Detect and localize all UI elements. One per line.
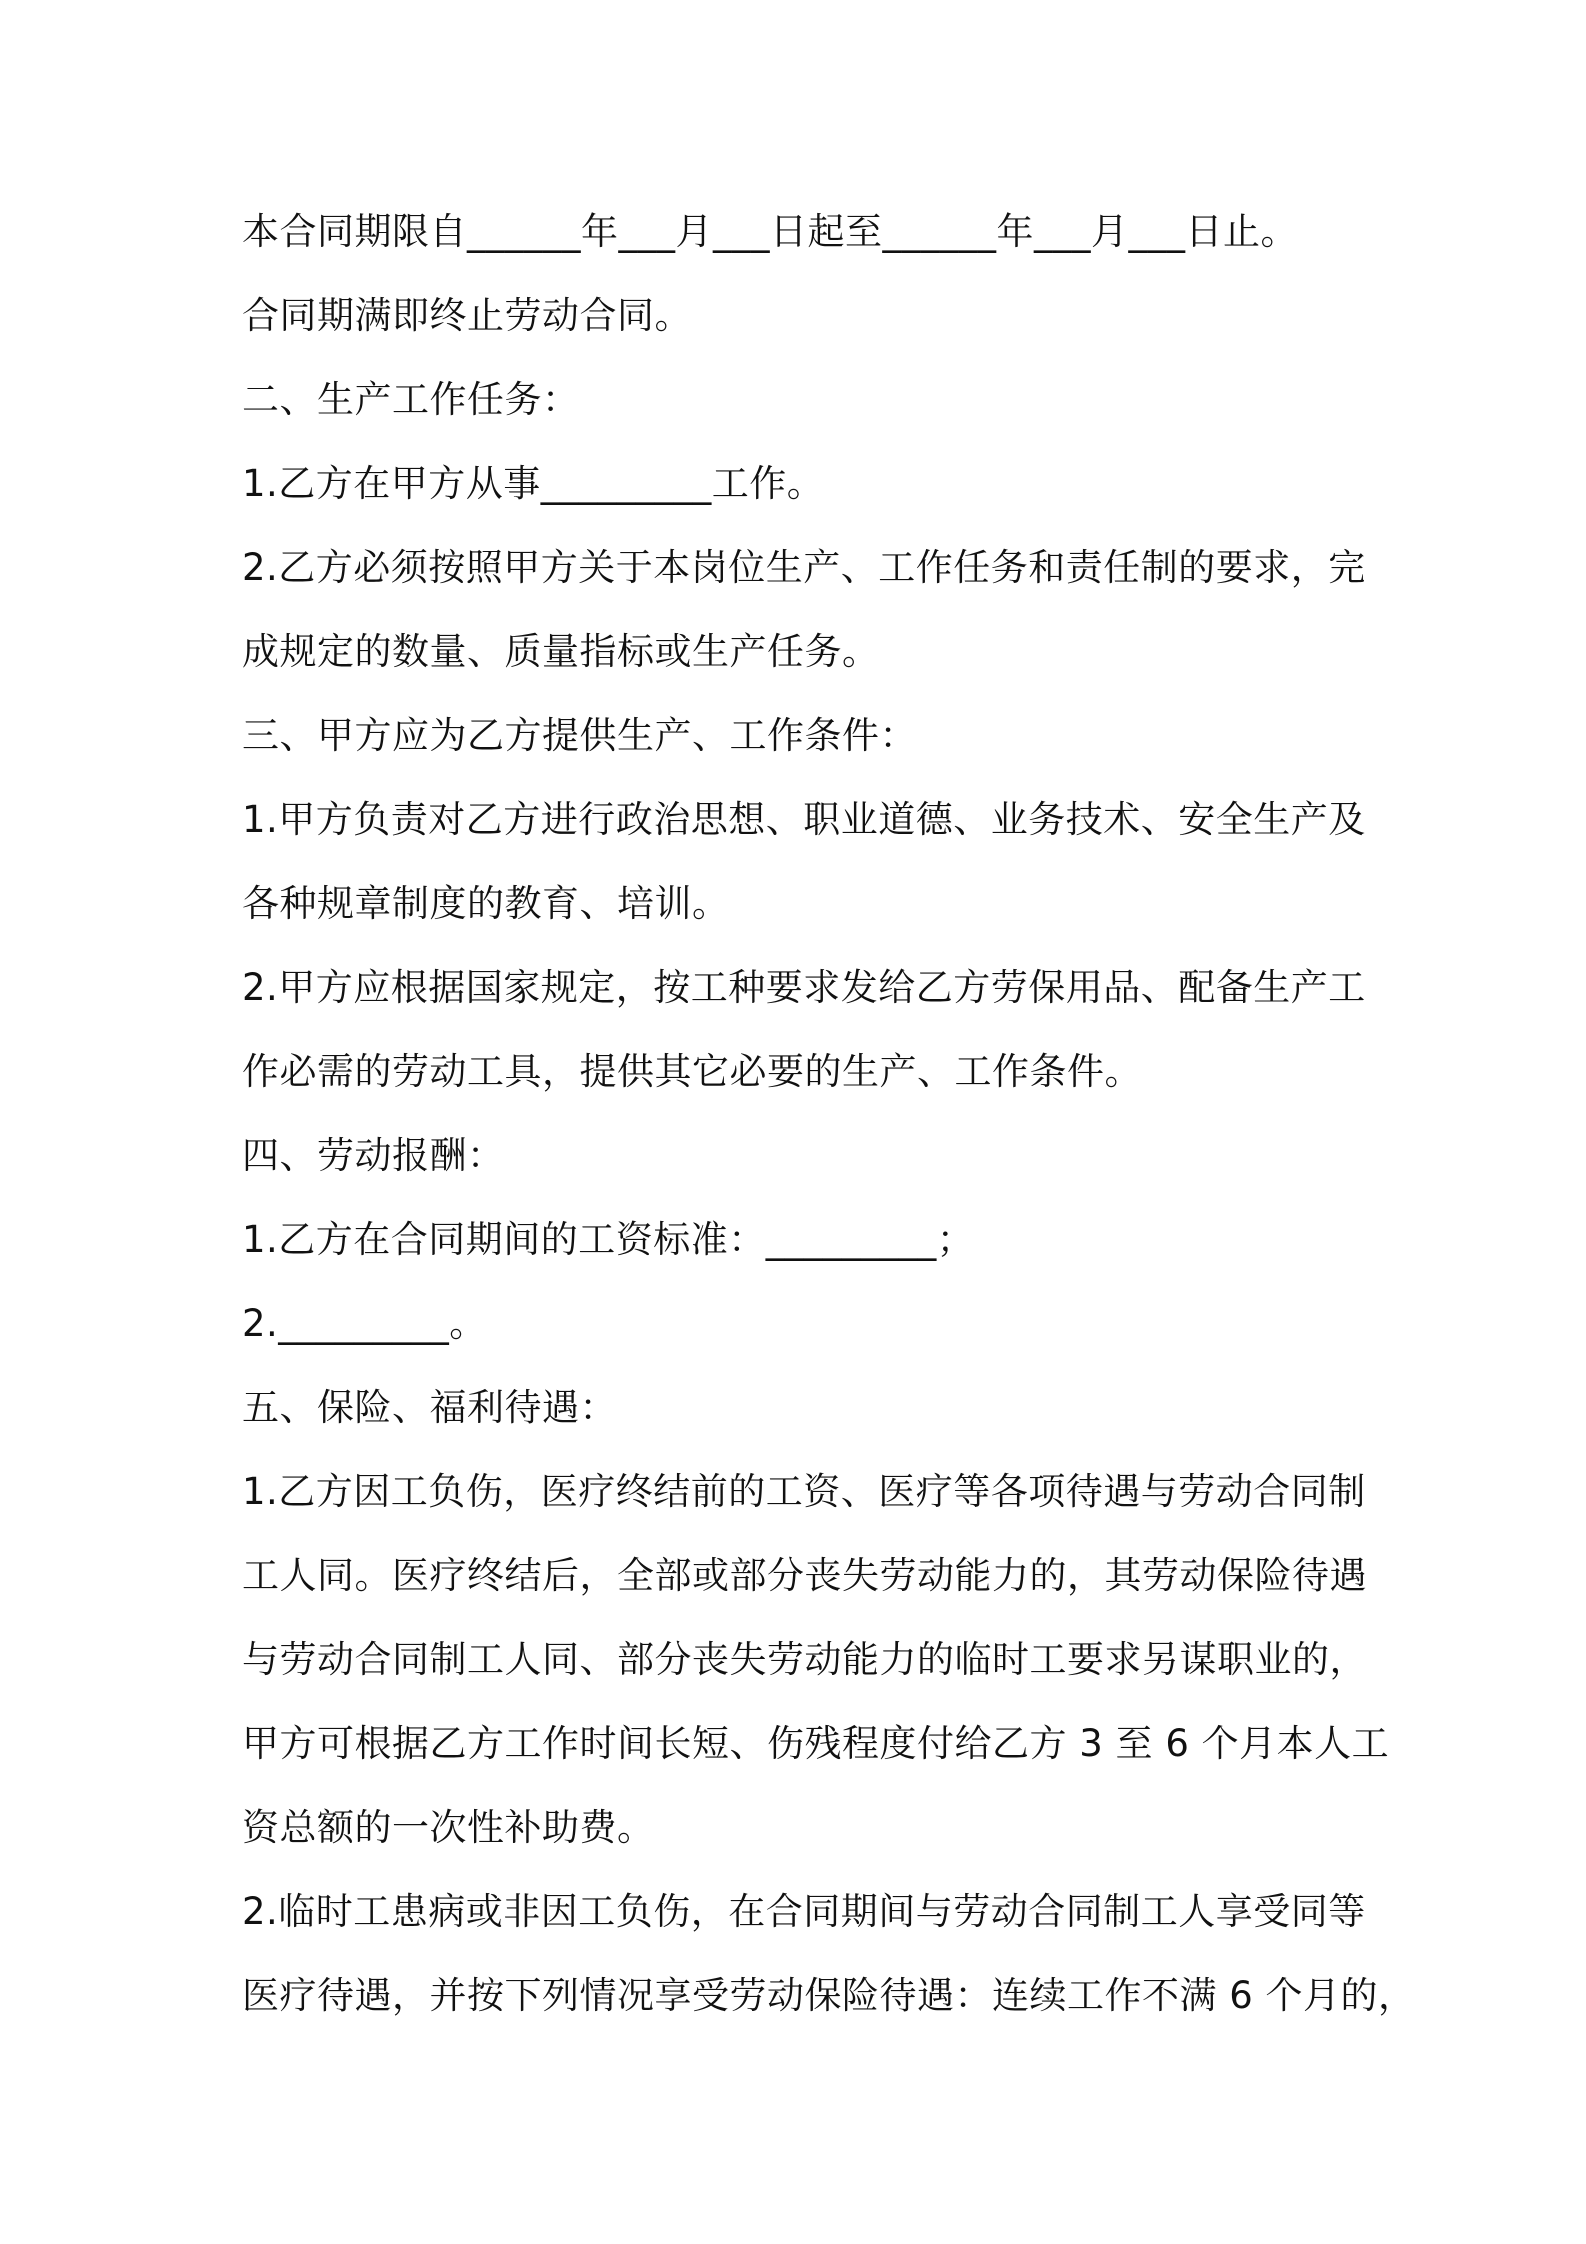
section-heading: 四、劳动报酬： xyxy=(242,1134,505,1177)
section-heading: 三、甲方应为乙方提供生产、工作条件： xyxy=(242,714,917,757)
paragraph-line: 2.乙方必须按照甲方关于本岗位生产、工作任务和责任制的要求，完 xyxy=(242,546,1366,589)
paragraph-line: 资总额的一次性补助费。 xyxy=(242,1806,655,1849)
paragraph-line: 1.乙方在合同期间的工资标准：_________； xyxy=(242,1218,975,1261)
paragraph-line: 作必需的劳动工具，提供其它必要的生产、工作条件。 xyxy=(242,1050,1142,1093)
paragraph-line: 医疗待遇，并按下列情况享受劳动保险待遇：连续工作不满 6 个月的， xyxy=(242,1974,1416,2017)
paragraph-line: 合同期满即终止劳动合同。 xyxy=(242,294,692,337)
paragraph-line: 1.乙方在甲方从事_________工作。 xyxy=(242,462,825,505)
paragraph-line: 各种规章制度的教育、培训。 xyxy=(242,882,730,925)
paragraph-line: 工人同。医疗终结后，全部或部分丧失劳动能力的，其劳动保险待遇 xyxy=(242,1554,1367,1597)
document-body xyxy=(242,190,1416,2038)
paragraph-line: 1.甲方负责对乙方进行政治思想、职业道德、业务技术、安全生产及 xyxy=(242,798,1366,841)
paragraph-line: 2.临时工患病或非因工负伤，在合同期间与劳动合同制工人享受同等 xyxy=(242,1890,1366,1933)
paragraph-line: 甲方可根据乙方工作时间长短、伤残程度付给乙方 3 至 6 个月本人工 xyxy=(242,1722,1390,1765)
paragraph-line: 2.甲方应根据国家规定，按工种要求发给乙方劳保用品、配备生产工 xyxy=(242,966,1366,1009)
section-heading: 二、生产工作任务： xyxy=(242,378,580,421)
paragraph-line: 1.乙方因工负伤，医疗终结前的工资、医疗等各项待遇与劳动合同制 xyxy=(242,1470,1366,1513)
paragraph-line: 成规定的数量、质量指标或生产任务。 xyxy=(242,630,880,673)
paragraph-line: 2._________。 xyxy=(242,1302,487,1345)
section-heading: 五、保险、福利待遇： xyxy=(242,1386,617,1429)
paragraph-line: 与劳动合同制工人同、部分丧失劳动能力的临时工要求另谋职业的， xyxy=(242,1638,1367,1681)
paragraph-line: 本合同期限自______年___月___日起至______年___月___日止。 xyxy=(242,210,1298,253)
